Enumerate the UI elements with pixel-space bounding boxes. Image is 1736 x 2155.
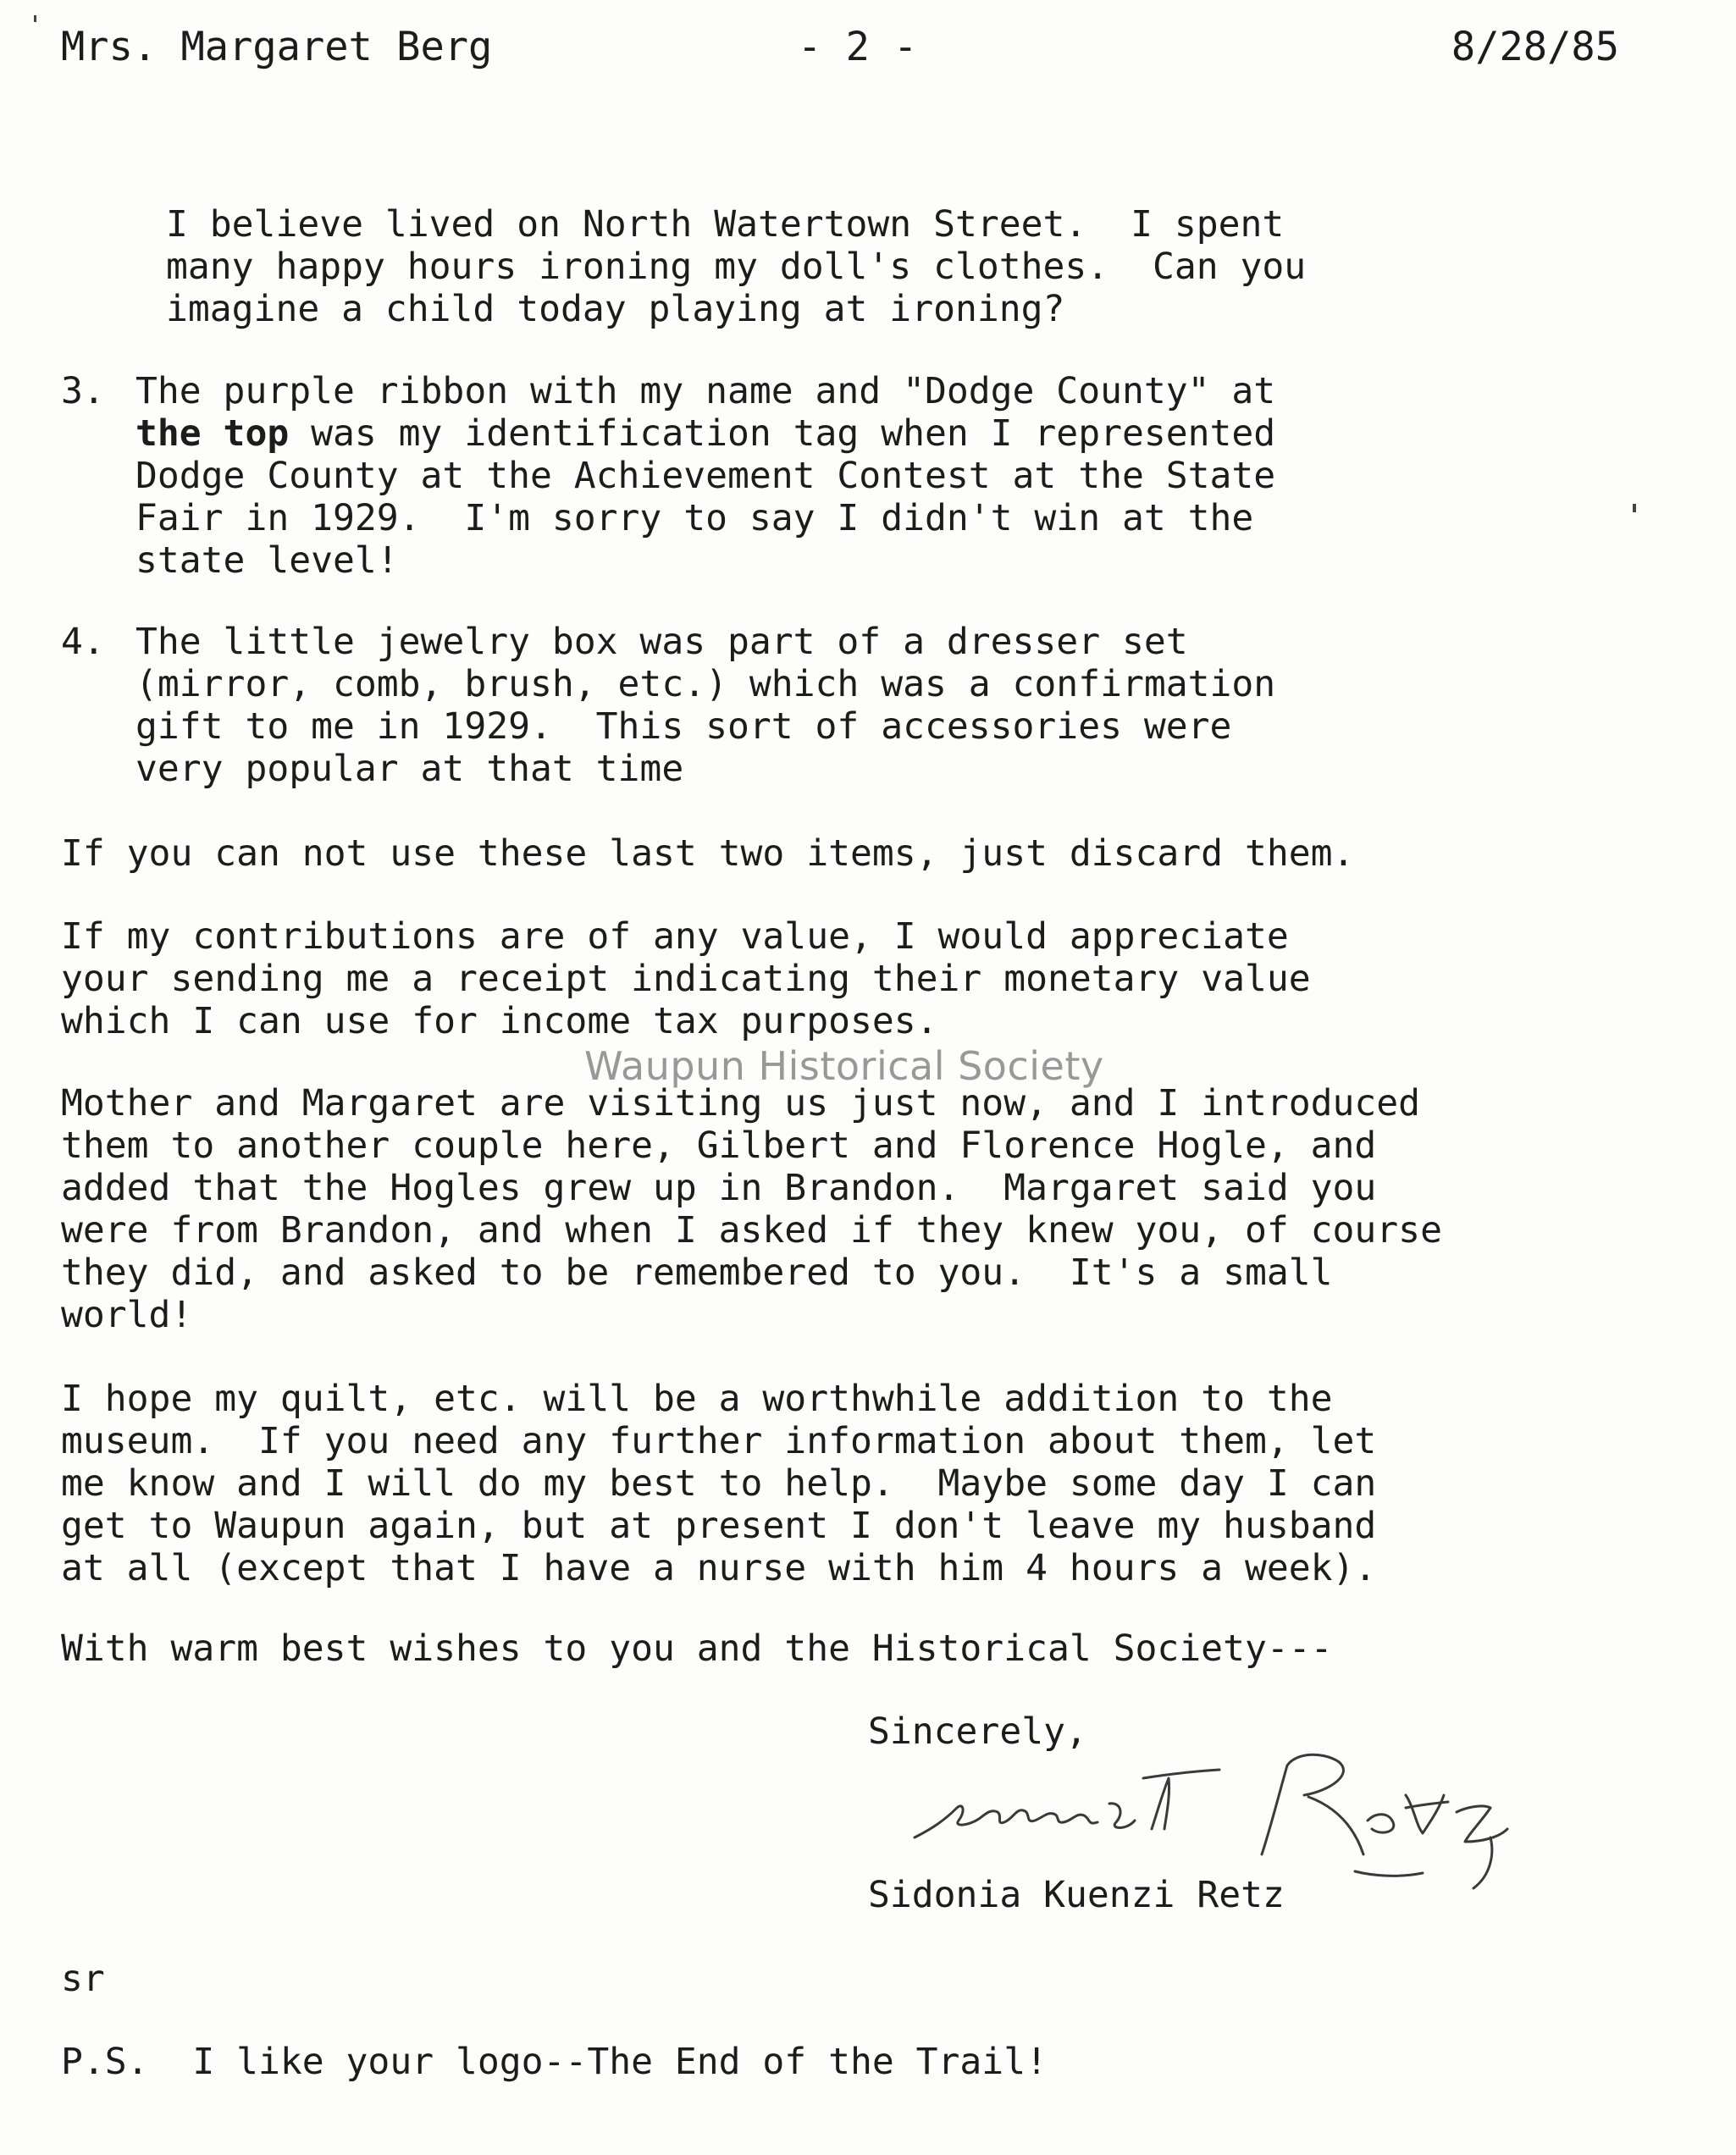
scan-speck bbox=[1633, 504, 1636, 512]
item-text-emphasis: the top bbox=[135, 412, 290, 455]
closing-salutation: Sincerely, bbox=[868, 1710, 1087, 1753]
watermark: Waupun Historical Society bbox=[584, 1043, 1104, 1089]
item-text: The little jewelry box was part of a dresser set (mirror, comb, brush, etc.) which was a confirmation gift to me in 1929. This sort of accessories were very popular at that time bbox=[135, 621, 1276, 790]
item-text-line: The purple ribbon with my name and "Dodge County" at bbox=[135, 370, 1276, 412]
letter-date: 8/28/85 bbox=[1451, 24, 1619, 70]
page-number: - 2 - bbox=[798, 24, 918, 70]
handwritten-signature bbox=[898, 1727, 1575, 1897]
continuation-paragraph: I believe lived on North Watertown Street. I spent many happy hours ironing my doll's clothes. Can you imagine a child today playing at ironing? bbox=[166, 203, 1307, 330]
quilt-paragraph: I hope my quilt, etc. will be a worthwhile addition to the museum. If you need any further information about them, let me know and I will do my best to help. Maybe some day I can get to Waupun again, but at present I don't leave my husband at all (except that I have a nurse with him 4 hours a week). bbox=[61, 1378, 1377, 1589]
visit-paragraph: Mother and Margaret are visiting us just now, and I introduced them to another couple here, Gilbert and Florence Hogle, and added that the Hogles grew up in Brandon. Margaret said you were from Brandon, and when I asked if they knew you, of course they did, and asked to be remembered to you. It's a small world! bbox=[61, 1082, 1442, 1336]
item-text bbox=[135, 370, 1275, 582]
postscript: P.S. I like your logo--The End of the Trail! bbox=[61, 2041, 1048, 2083]
item-text-rest: was my identification tag when I represented Dodge County at the Achievement Contest at the State Fair in 1929. I'm sorry to say I didn't win at the state level! bbox=[135, 412, 1276, 582]
receipt-paragraph: If my contributions are of any value, I would appreciate your sending me a receipt indicating their monetary value which I can use for income tax purposes. bbox=[61, 915, 1311, 1042]
discard-paragraph: If you can not use these last two items, just discard them. bbox=[61, 832, 1355, 875]
item-number: 3. bbox=[61, 370, 105, 412]
typist-initials: sr bbox=[61, 1958, 105, 2000]
item-number: 4. bbox=[61, 621, 105, 663]
scan-speck bbox=[34, 15, 36, 22]
signer-name: Sidonia Kuenzi Retz bbox=[868, 1874, 1285, 1916]
recipient-name: Mrs. Margaret Berg bbox=[61, 24, 493, 70]
letter-header bbox=[61, 24, 1619, 83]
wishes-paragraph: With warm best wishes to you and the Historical Society--- bbox=[61, 1627, 1333, 1670]
